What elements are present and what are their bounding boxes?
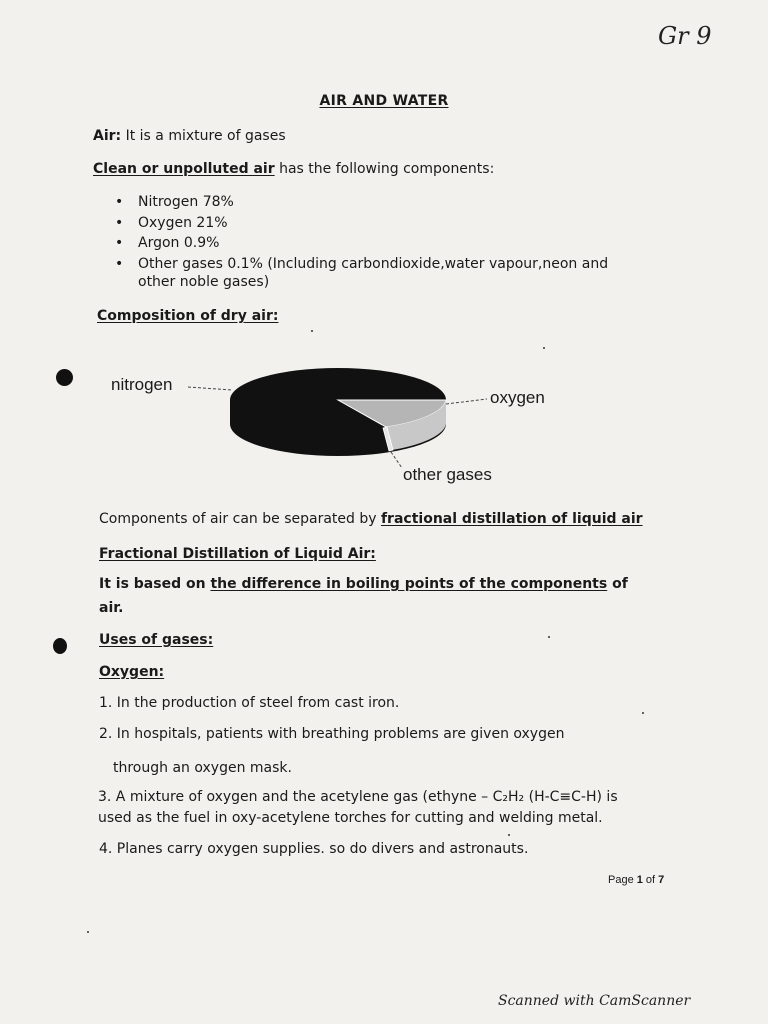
uses-heading: Uses of gases: [99, 632, 214, 648]
clean-air-label: Clean or unpolluted air [93, 161, 275, 177]
list-item: 4. Planes carry oxygen supplies. so do divers and astronauts. [99, 841, 529, 857]
air-definition [93, 128, 286, 144]
list-item-continuation: through an oxygen mask. [113, 760, 292, 776]
speck [548, 636, 550, 638]
leader-oxygen [446, 399, 487, 404]
punch-hole-bottom [53, 638, 67, 654]
speck [87, 931, 89, 933]
pie-label-other: other gases [403, 465, 492, 484]
based-on-line [99, 576, 628, 592]
based-on-line2: air. [99, 600, 124, 616]
pie-chart [0, 330, 768, 530]
page-num: 1 [636, 874, 643, 886]
based-on-suffix: of [607, 576, 628, 592]
based-on-highlight: the difference in boiling points of the components [210, 576, 608, 592]
list-item: 1. In the production of steel from cast iron. [99, 695, 400, 711]
clean-air-text: has the following components: [274, 161, 495, 177]
components-list [115, 192, 608, 274]
grade-note: Gr 9 [658, 22, 712, 50]
page-title: AIR AND WATER [319, 93, 449, 109]
air-text: It is a mixture of gases [121, 128, 286, 144]
list-item-continuation: used as the fuel in oxy-acetylene torches for cutting and welding metal. [98, 810, 603, 826]
separation-line [99, 511, 643, 527]
page-prefix: Page [608, 874, 637, 886]
air-label: Air: [93, 128, 122, 144]
list-item: • Nitrogen 78% [115, 192, 608, 213]
leader-nitrogen [188, 387, 232, 390]
page-mid: of [642, 874, 659, 886]
based-on-prefix: It is based on [99, 576, 211, 592]
list-item-continuation: other noble gases) [138, 274, 270, 290]
leader-other [391, 452, 402, 468]
pie-label-nitrogen: nitrogen [111, 375, 173, 394]
speck [508, 834, 510, 836]
speck [642, 712, 644, 714]
separation-text: Components of air can be separated by [99, 511, 381, 527]
page-number [608, 874, 664, 886]
composition-heading: Composition of dry air: [97, 308, 279, 324]
separation-link: fractional distillation of liquid air [380, 511, 643, 527]
list-item: 2. In hospitals, patients with breathing problems are given oxygen [99, 726, 565, 742]
page-total: 7 [658, 874, 665, 886]
clean-air-line [93, 161, 494, 177]
pie-label-oxygen: oxygen [490, 388, 545, 407]
fractional-heading: Fractional Distillation of Liquid Air: [99, 546, 376, 562]
list-item: • Other gases 0.1% (Including carbondioxide,water vapour,neon and [115, 254, 608, 275]
camscanner-watermark: Scanned with CamScanner [498, 993, 691, 1009]
list-item: • Oxygen 21% [115, 213, 608, 234]
oxygen-heading: Oxygen: [99, 664, 165, 680]
list-item: 3. A mixture of oxygen and the acetylene gas (ethyne – C₂H₂ (H-C≡C-H) is [98, 789, 618, 805]
list-item: • Argon 0.9% [115, 233, 608, 254]
